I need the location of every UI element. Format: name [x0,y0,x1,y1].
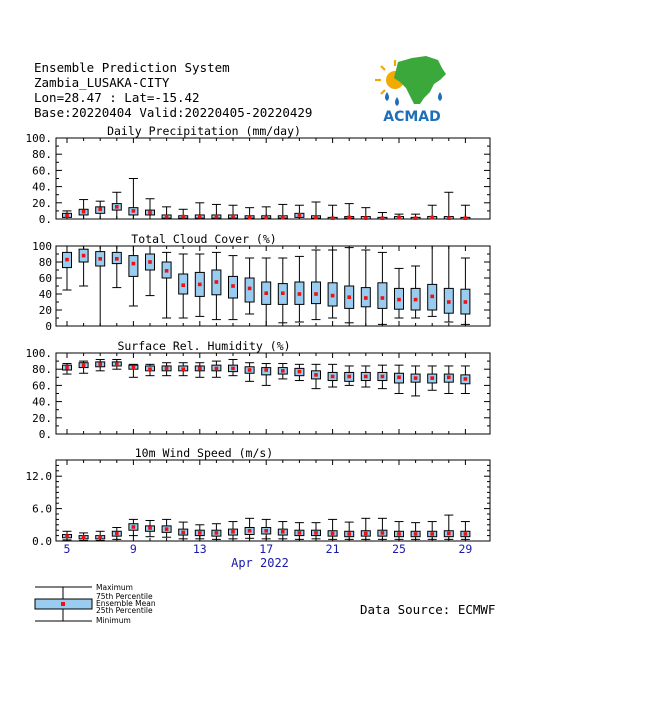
panel-title: Surface Rel. Humidity (%) [117,339,291,353]
mean-marker [347,375,351,379]
mean-marker [132,525,136,529]
box-13 [195,203,204,219]
box-9 [129,179,138,220]
box-19 [295,205,304,219]
header-dates: Base:20220404 Valid:20220405-20220429 [34,105,313,120]
box-11 [162,252,171,318]
mean-marker [281,291,285,295]
box-22 [345,248,354,323]
mean-marker [281,369,285,373]
box-20 [312,202,321,219]
box-7 [96,359,105,370]
panel-frame [56,460,490,541]
y-tick-label: 100 [32,240,52,253]
box-6 [79,533,88,541]
mean-marker [464,300,468,304]
box-29 [461,366,470,394]
mean-marker [132,366,136,370]
box-11 [162,363,171,376]
mean-marker [198,367,202,371]
box-13 [195,363,204,378]
box-15 [229,359,238,375]
mean-marker [98,257,102,261]
mean-marker [198,531,202,535]
x-tick-label: 9 [129,542,137,556]
mean-marker [414,532,418,536]
mean-marker [231,367,235,371]
mean-marker [331,216,335,220]
mean-marker [248,216,252,220]
box-27 [428,205,437,219]
box-20 [312,364,321,388]
box-18 [278,258,287,323]
mean-marker [381,296,385,300]
box-21 [328,519,337,539]
mean-marker [314,373,318,377]
mean-marker [215,215,219,219]
mean-marker [364,296,368,300]
mean-marker [165,527,169,531]
box-22 [345,204,354,220]
mean-marker [314,216,318,220]
mean-marker [414,298,418,302]
y-tick-label: 0. [38,213,52,226]
y-tick-label: 0.0 [32,535,52,548]
box-21 [328,364,337,387]
box-9 [129,519,138,535]
y-tick-label: 20 [38,304,52,317]
mean-marker [148,211,152,215]
mean-marker [281,530,285,534]
box-23 [361,518,370,539]
box-21 [328,205,337,220]
mean-marker [65,366,69,370]
box-6 [79,200,88,219]
box-13 [195,525,204,539]
box-7 [96,531,105,540]
box-28 [444,246,453,322]
data-source: Data Source: ECMWF [360,602,496,617]
box-20 [312,250,321,320]
y-tick-label: 12.0 [25,470,52,484]
mean-marker [430,376,434,380]
box-29 [461,258,470,324]
box-16 [245,208,254,220]
y-tick-label: 100. [25,347,52,360]
mean-marker [447,532,451,536]
box-15 [229,522,238,539]
box-6 [79,361,88,373]
mean-marker [165,215,169,219]
box-11 [162,519,171,537]
mean-marker [364,375,368,379]
mean-marker [331,532,335,536]
box-25 [395,268,404,318]
box-22 [345,522,354,539]
box-25 [395,522,404,540]
mean-marker [381,531,385,535]
box-6 [79,246,88,286]
mean-marker [181,215,185,219]
acmad-logo-text: ACMAD [383,109,441,125]
mean-marker [98,363,102,367]
y-tick-label: 0 [45,320,52,333]
box-18 [278,364,287,379]
box-26 [411,214,420,220]
panel-title: Total Cloud Cover (%) [131,232,277,246]
box-17 [262,207,271,219]
mean-marker [248,529,252,533]
legend-mean-marker [61,602,65,606]
box-28 [444,515,453,539]
legend-p25: 25th Percentile [96,606,153,615]
box-10 [146,364,155,375]
mean-marker [98,535,102,539]
mean-marker [231,215,235,219]
x-tick-label: 13 [192,542,207,556]
box-7 [96,246,105,326]
box-8 [112,192,121,219]
iqr-box [129,256,138,277]
x-axis-month-label: Apr 2022 [231,556,289,570]
mean-marker [347,216,351,220]
x-tick-label: 29 [458,542,473,556]
box-9 [129,364,138,377]
mean-marker [314,531,318,535]
mean-marker [464,532,468,536]
box-17 [262,258,271,326]
mean-marker [298,370,302,374]
box-5 [63,246,72,290]
y-tick-label: 60 [38,272,52,285]
mean-marker [198,215,202,219]
box-20 [312,523,321,539]
box-5 [63,211,72,219]
box-23 [361,208,370,220]
mean-marker [248,368,252,372]
box-8 [112,246,121,288]
y-tick-label: 40. [32,180,52,194]
y-tick-label: 60. [32,164,52,178]
header-coordinates: Lon=28.47 : Lat=-15.42 [34,90,200,105]
mean-marker [65,258,69,262]
y-tick-label: 40 [38,288,52,301]
y-tick-label: 100. [25,132,52,145]
box-13 [195,254,204,316]
mean-marker [298,292,302,296]
mean-marker [132,209,136,213]
mean-marker [181,283,185,287]
mean-marker [165,269,169,273]
box-10 [146,520,155,536]
panel-title: Daily Precipitation (mm/day) [107,124,301,138]
box-24 [378,365,387,388]
mean-marker [181,531,185,535]
mean-marker [298,213,302,217]
box-14 [212,252,221,319]
y-tick-label: 60. [32,379,52,393]
box-16 [245,518,254,538]
mean-marker [447,300,451,304]
box-28 [444,192,453,220]
mean-marker [264,529,268,533]
mean-marker [314,292,318,296]
box-27 [428,246,437,316]
box-9 [129,246,138,306]
box-10 [146,246,155,296]
box-19 [295,364,304,380]
mean-marker [82,254,86,258]
y-tick-label: 6.0 [32,502,52,516]
acmad-logo [375,56,446,125]
mean-marker [364,532,368,536]
mean-marker [347,532,351,536]
mean-marker [430,532,434,536]
box-7 [96,201,105,219]
panel-precipitation [26,124,491,226]
mean-marker [231,530,235,534]
mean-marker [464,377,468,381]
y-tick-label: 80. [32,363,52,377]
box-12 [179,209,188,219]
header-title: Ensemble Prediction System [34,60,230,75]
mean-marker [347,295,351,299]
mean-marker [331,375,335,379]
y-tick-label: 40. [32,395,52,409]
box-15 [229,205,238,219]
box-23 [361,366,370,387]
y-tick-label: 20. [32,196,52,210]
header-location: Zambia_LUSAKA-CITY [34,75,170,90]
mean-marker [397,376,401,380]
box-16 [245,258,254,314]
box-19 [295,256,304,322]
box-8 [112,359,121,369]
panel-cloud-cover [32,232,490,333]
mean-marker [281,216,285,220]
mean-marker [165,367,169,371]
mean-marker [264,216,268,220]
y-tick-label: 80 [38,256,52,269]
legend-p75: 75th Percentile [96,592,153,601]
box-10 [146,199,155,219]
mean-marker [82,210,86,214]
mean-marker [331,294,335,298]
legend-mean: Ensemble Mean [96,599,156,608]
x-tick-label: 25 [392,542,406,556]
mean-marker [231,284,235,288]
x-tick-label: 5 [63,542,71,556]
box-22 [345,366,354,385]
mean-marker [397,532,401,536]
box-26 [411,523,420,540]
mean-marker [298,531,302,535]
mean-marker [264,368,268,372]
legend-maximum: Maximum [96,583,133,592]
box-18 [278,522,287,539]
box-24 [378,518,387,539]
box-23 [361,250,370,326]
mean-marker [148,367,152,371]
box-12 [179,363,188,376]
mean-marker [430,295,434,299]
box-12 [179,522,188,539]
box-19 [295,523,304,540]
mean-marker [248,287,252,291]
box-25 [395,365,404,393]
mean-marker [447,376,451,380]
box-14 [212,524,221,540]
mean-marker [82,363,86,367]
mean-marker [381,216,385,220]
mean-marker [198,283,202,287]
box-18 [278,204,287,219]
mean-marker [181,367,185,371]
mean-marker [148,526,152,530]
box-14 [212,361,221,377]
box-24 [378,252,387,324]
iqr-box [378,283,387,309]
box-17 [262,364,271,386]
panel-wind-speed [26,446,491,548]
mean-marker [364,216,368,220]
panel-humidity [26,339,491,441]
mean-marker [148,260,152,264]
mean-marker [430,216,434,220]
mean-marker [82,535,86,539]
box-25 [395,214,404,219]
box-26 [411,366,420,396]
mean-marker [65,214,69,218]
mean-marker [264,291,268,295]
x-tick-label: 21 [325,542,340,556]
box-14 [212,204,221,219]
mean-marker [447,216,451,220]
box-8 [112,528,121,540]
box-29 [461,205,470,220]
box-5 [63,531,72,540]
box-26 [411,266,420,318]
box-21 [328,250,337,318]
mean-marker [464,216,468,220]
box-11 [162,207,171,219]
mean-marker [215,367,219,371]
box-29 [461,522,470,540]
mean-marker [397,216,401,220]
mean-marker [132,262,136,266]
box-12 [179,254,188,318]
y-tick-label: 20. [32,411,52,425]
box-16 [245,363,254,382]
mean-marker [215,280,219,284]
mean-marker [397,298,401,302]
panel-title: 10m Wind Speed (m/s) [134,446,274,460]
box-28 [444,366,453,394]
legend [35,583,156,625]
mean-marker [215,531,219,535]
box-27 [428,366,437,390]
y-tick-label: 0. [38,428,52,441]
mean-marker [65,534,69,538]
mean-marker [414,376,418,380]
box-5 [63,364,72,375]
box-17 [262,519,271,538]
box-15 [229,256,238,320]
mean-marker [98,207,102,211]
legend-minimum: Minimum [96,616,131,625]
mean-marker [115,532,119,536]
box-24 [378,213,387,220]
mean-marker [414,216,418,220]
mean-marker [115,257,119,261]
x-tick-label: 17 [259,542,274,556]
mean-marker [381,375,385,379]
y-tick-label: 80. [32,148,52,162]
mean-marker [115,205,119,209]
mean-marker [115,363,119,367]
box-27 [428,522,437,540]
